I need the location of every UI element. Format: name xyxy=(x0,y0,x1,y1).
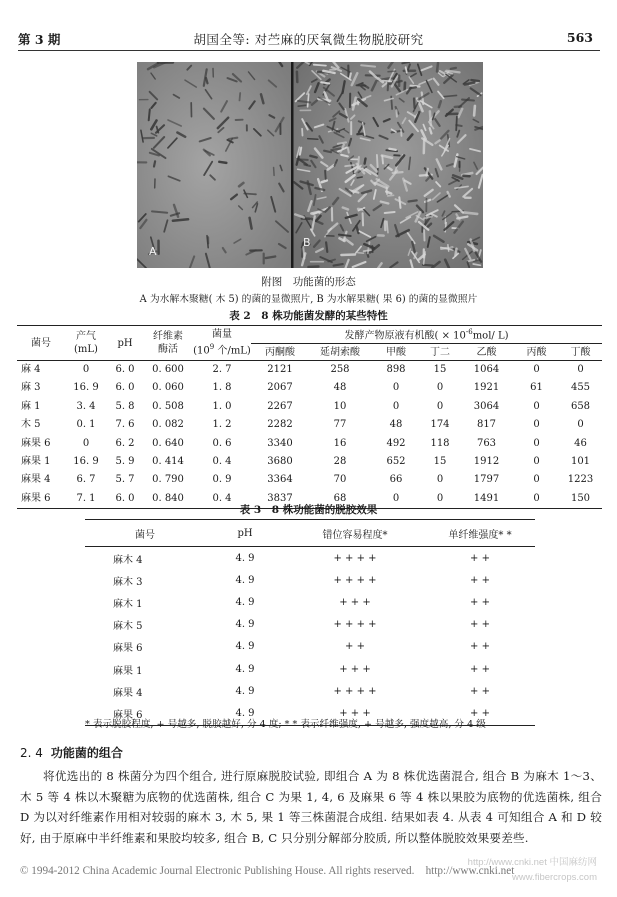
t2-cell: 2267 xyxy=(267,400,293,412)
t2-header-acid: 丁酸 xyxy=(559,344,602,361)
t2-cell: 46 xyxy=(574,437,587,449)
t2-cell: 0. 508 xyxy=(152,400,184,412)
t3-cell: 4. 9 xyxy=(235,552,255,564)
panel-a-background xyxy=(137,62,291,268)
t3-cell: + + xyxy=(470,663,490,675)
t2-cell: 0. 4 xyxy=(212,492,232,504)
t2-cell: 5. 7 xyxy=(115,474,135,486)
t2-header-acid: 丙酸 xyxy=(514,344,559,361)
t2-cell: 118 xyxy=(430,437,450,449)
t2-cell: 0. 6 xyxy=(212,437,232,449)
t3-header: 菌号 xyxy=(85,520,205,547)
panel-b-label: B xyxy=(303,236,311,249)
t3-cell: 4. 9 xyxy=(235,641,255,653)
t3-cell: 4. 9 xyxy=(235,707,255,719)
t2-acids-group-exp: -6 xyxy=(465,328,473,337)
t2-header-acids-group xyxy=(251,326,602,344)
t2-cell: 2282 xyxy=(267,419,293,431)
t2-cell: 0 xyxy=(82,437,90,449)
t2-cell: 0 xyxy=(436,382,444,394)
t2-cell: 0 xyxy=(533,364,540,375)
table-row xyxy=(85,658,535,680)
t3-cell-strain: 麻木 3 xyxy=(113,576,143,588)
t2-header-gas xyxy=(65,326,107,361)
t2-header-acid: 甲酸 xyxy=(371,344,421,361)
t3-cell-strain: 麻木 1 xyxy=(113,598,143,610)
t2-cell: 5. 8 xyxy=(115,400,135,412)
t3-cell: + + + xyxy=(339,707,371,719)
t2-header-cellulase-line2: 酶活 xyxy=(158,344,178,355)
t2-header-biomass xyxy=(193,326,251,361)
t3-cell: + + + xyxy=(339,596,371,608)
t2-cell: 3340 xyxy=(267,437,293,449)
table-row xyxy=(17,471,602,489)
section-title: 功能菌的组合 xyxy=(50,746,123,760)
t2-cell: 61 xyxy=(530,382,543,394)
page-number: 563 xyxy=(566,30,593,45)
t2-cell: 492 xyxy=(386,437,406,449)
t3-cell-strain: 麻木 5 xyxy=(113,621,143,633)
t2-cell: 0 xyxy=(533,492,540,504)
t3-cell: + + xyxy=(470,552,490,564)
t3-cell-strain: 麻果 6 xyxy=(113,643,143,655)
t2-cell: 0. 1 xyxy=(76,419,96,431)
t2-cell: 16 xyxy=(333,437,347,449)
t2-cell: 15 xyxy=(433,456,447,468)
table3-title: 表 3 8 株功能菌的脱胶效果 xyxy=(239,504,378,516)
table-row xyxy=(85,636,535,658)
table-row xyxy=(17,379,602,397)
t2-cell-strain: 麻 4 xyxy=(21,364,41,375)
t2-cell: 652 xyxy=(386,456,406,468)
t2-cell: 0 xyxy=(577,364,584,375)
t3-cell: + + xyxy=(470,619,490,631)
t2-cell: 0 xyxy=(533,419,540,431)
t3-cell: + + + + xyxy=(333,619,377,631)
t3-cell: + + xyxy=(470,707,490,719)
t2-cell: 174 xyxy=(430,419,450,431)
t2-cell: 0. 840 xyxy=(152,492,184,504)
t3-cell-strain: 麻果 6 xyxy=(113,709,143,721)
t2-cell: 150 xyxy=(570,492,591,504)
t2-cell: 0 xyxy=(533,456,540,468)
t2-header-acid: 乙酸 xyxy=(459,344,514,361)
t2-cell: 3064 xyxy=(473,400,500,412)
t2-cell: 1921 xyxy=(473,382,500,394)
t2-cell: 0 xyxy=(533,400,540,412)
t2-header-cellulase xyxy=(143,326,193,361)
issue-number: 第 3 期 xyxy=(18,32,61,47)
t2-cell: 3680 xyxy=(267,456,293,468)
t3-header: 单纤维强度* * xyxy=(425,520,535,547)
table-row xyxy=(85,680,535,702)
micrograph-figure xyxy=(137,62,483,268)
micrograph-image xyxy=(137,62,483,268)
t2-cell: 48 xyxy=(333,382,347,394)
table-row xyxy=(17,398,602,416)
t2-header-gas-unit: (mL) xyxy=(74,344,98,355)
t2-header-acid: 丙酮酸 xyxy=(251,344,309,361)
t2-cell: 1797 xyxy=(473,474,500,486)
panel-a-label: A xyxy=(149,245,157,258)
t2-cell: 0 xyxy=(436,492,444,504)
section-number: 2. 4 xyxy=(20,746,43,760)
running-title: 胡国全等: 对苎麻的厌氧微生物脱胶研究 xyxy=(193,32,424,47)
t2-cell: 70 xyxy=(333,474,347,486)
t2-header-strain: 菌号 xyxy=(17,326,65,361)
t3-cell: 4. 9 xyxy=(235,596,255,608)
t2-cell: 0. 790 xyxy=(152,474,184,486)
t2-biomass-unit-prefix: (10 xyxy=(193,345,210,357)
t3-header: pH xyxy=(205,520,285,547)
t2-header-biomass-label: 菌量 xyxy=(212,329,232,341)
t2-header-cellulase-line1: 纤维素 xyxy=(153,331,183,342)
t2-cell: 6. 2 xyxy=(115,437,135,449)
t2-cell: 0. 414 xyxy=(152,456,184,468)
t2-cell-strain: 麻 3 xyxy=(21,382,41,394)
t2-cell-strain: 麻果 6 xyxy=(21,492,51,504)
t2-cell: 1912 xyxy=(473,456,500,468)
t2-cell: 3. 4 xyxy=(76,400,96,412)
t2-header-acid: 延胡索酸 xyxy=(309,344,371,361)
t2-cell: 66 xyxy=(389,474,403,486)
t2-header-gas-label: 产气 xyxy=(76,331,96,342)
t2-cell: 3837 xyxy=(267,492,293,504)
t3-header: 错位容易程度* xyxy=(285,520,425,547)
t2-cell: 0 xyxy=(436,474,444,486)
watermark xyxy=(468,855,597,885)
t2-cell: 0. 640 xyxy=(152,437,184,449)
t2-cell: 1223 xyxy=(567,474,594,486)
t2-header-ph: pH xyxy=(107,326,143,361)
table-row xyxy=(17,416,602,434)
table2 xyxy=(17,325,602,509)
table-row xyxy=(17,435,602,453)
t2-cell: 0. 060 xyxy=(152,382,184,394)
t2-acids-group-prefix: 发酵产物原液有机酸( × 10 xyxy=(344,330,466,342)
t2-cell: 0 xyxy=(577,419,584,431)
t2-cell: 0 xyxy=(533,474,540,486)
t2-cell: 77 xyxy=(333,419,347,431)
t3-cell: + + xyxy=(470,596,490,608)
t2-cell: 6. 0 xyxy=(115,492,135,504)
t3-cell: 4. 9 xyxy=(235,663,255,675)
t2-cell-strain: 木 5 xyxy=(21,419,41,431)
t2-cell: 258 xyxy=(330,364,350,375)
t3-cell: 4. 9 xyxy=(235,574,255,586)
t2-biomass-unit-suffix: 个/mL) xyxy=(214,345,251,357)
t2-cell: 101 xyxy=(570,456,591,468)
t2-cell: 763 xyxy=(476,437,497,449)
table-row xyxy=(17,453,602,471)
watermark-line2: www.fibercrops.com xyxy=(512,872,597,883)
t2-cell: 1. 8 xyxy=(212,382,232,394)
table-row xyxy=(17,361,602,380)
t2-cell: 658 xyxy=(570,400,591,412)
t3-cell: + + + xyxy=(339,663,371,675)
t2-cell: 817 xyxy=(476,419,497,431)
t2-cell: 16. 9 xyxy=(73,456,99,468)
t2-cell: 3364 xyxy=(267,474,293,486)
t2-acids-group-unit: mol/ L) xyxy=(472,330,509,342)
t2-cell: 0 xyxy=(392,400,400,412)
t2-cell: 0 xyxy=(533,437,540,449)
t2-cell: 6. 0 xyxy=(115,382,135,394)
t2-cell: 0. 600 xyxy=(152,364,184,375)
t3-cell: + + xyxy=(470,574,490,586)
t2-cell: 0. 9 xyxy=(212,474,232,486)
t2-cell: 1. 2 xyxy=(212,419,232,431)
table-row xyxy=(85,591,535,613)
t2-cell: 0 xyxy=(82,364,90,375)
t2-cell-strain: 麻果 4 xyxy=(21,474,51,486)
copyright-footer: © 1994-2012 China Academic Journal Electronic Publishing House. All rights reserved. http://www.cnki.net xyxy=(20,865,515,877)
t2-cell: 0 xyxy=(436,400,444,412)
t2-cell: 1064 xyxy=(473,364,500,375)
t2-cell: 2. 7 xyxy=(212,364,232,375)
t3-cell-strain: 麻木 4 xyxy=(113,554,143,566)
table3-note: * 表示脱胶程度, + 号越多, 脱胶越好, 分 4 度; * * 表示纤维强度, + 号越多, 强度越高, 分 4 级 xyxy=(85,719,486,730)
t2-cell: 0 xyxy=(392,382,400,394)
t2-cell: 0 xyxy=(392,492,400,504)
t2-cell: 0. 082 xyxy=(152,419,184,431)
section-heading xyxy=(20,744,123,761)
figure-caption: 附图 功能菌的形态 xyxy=(261,276,356,288)
header-rule xyxy=(18,50,600,51)
t3-cell: 4. 9 xyxy=(235,685,255,697)
table2-title: 表 2 8 株功能菌发酵的某些特性 xyxy=(229,310,388,322)
t2-cell: 7. 1 xyxy=(76,492,96,504)
figure-note: A 为水解木聚糖( 木 5) 的菌的显微照片, B 为水解果糖( 果 6) 的菌的显微照片 xyxy=(139,294,478,305)
t2-cell-strain: 麻 1 xyxy=(21,400,41,412)
t2-cell-strain: 麻果 1 xyxy=(21,456,51,468)
table3 xyxy=(85,519,535,726)
t3-cell: + + xyxy=(345,641,365,653)
t3-cell: + + + + xyxy=(333,552,377,564)
t2-header-acid: 丁二 xyxy=(421,344,459,361)
t2-cell: 0. 4 xyxy=(212,456,232,468)
section-paragraph: 将优选出的 8 株菌分为四个组合, 进行原麻脱胶试验, 即组合 A 为 8 株优选菌混合, 组合 B 为麻木 1～3、木 5 等 4 株以木聚糖为底物的优选菌株, 组合 C 为果 1, 4, 6 及麻果 6 等 4 株以果胶为底物的优选菌株, 组合 D 为以对纤维素作用相对较弱的麻木 3, 木 5, 果 1 等三株菌混合成组. 结果如表 4. 从表 4 可知组合 A 和 D 较好, 由于原麻中半纤维素和果胶均较多, 组合 B, C 只分别分解部分胶质, 所以整体脱胶效果要差些. xyxy=(20,769,602,845)
t2-cell-strain: 麻果 6 xyxy=(21,437,51,449)
t2-cell: 48 xyxy=(389,419,403,431)
t2-cell: 28 xyxy=(333,456,347,468)
t2-cell: 898 xyxy=(386,364,406,375)
t2-cell: 2121 xyxy=(267,364,293,375)
t2-cell: 68 xyxy=(333,492,347,504)
t2-cell: 1. 0 xyxy=(212,400,232,412)
table-row xyxy=(85,569,535,591)
t2-cell: 2067 xyxy=(267,382,293,394)
watermark-line1: http://www.cnki.net 中国麻纺网 xyxy=(467,857,597,868)
t3-cell: + + + + xyxy=(333,574,377,586)
t2-cell: 7. 6 xyxy=(115,419,135,431)
t2-cell: 6. 7 xyxy=(76,474,96,486)
t2-biomass-unit-exp: 9 xyxy=(209,343,215,352)
t2-cell: 16. 9 xyxy=(73,382,99,394)
t2-cell: 15 xyxy=(433,364,447,375)
t3-cell-strain: 麻果 1 xyxy=(113,665,143,677)
table-row xyxy=(85,547,535,570)
t3-cell: + + xyxy=(470,641,490,653)
t3-cell-strain: 麻果 4 xyxy=(113,687,143,699)
panel-divider xyxy=(291,62,294,268)
t2-cell: 6. 0 xyxy=(115,364,135,375)
t2-header-biomass-unit xyxy=(193,341,251,357)
t3-cell: + + + + xyxy=(333,685,377,697)
t3-cell: 4. 9 xyxy=(235,619,255,631)
t2-cell: 455 xyxy=(570,382,591,394)
t2-cell: 5. 9 xyxy=(115,456,135,468)
t2-cell: 10 xyxy=(333,400,347,412)
t3-cell: + + xyxy=(470,685,490,697)
t2-cell: 1491 xyxy=(473,492,500,504)
table-row xyxy=(85,614,535,636)
